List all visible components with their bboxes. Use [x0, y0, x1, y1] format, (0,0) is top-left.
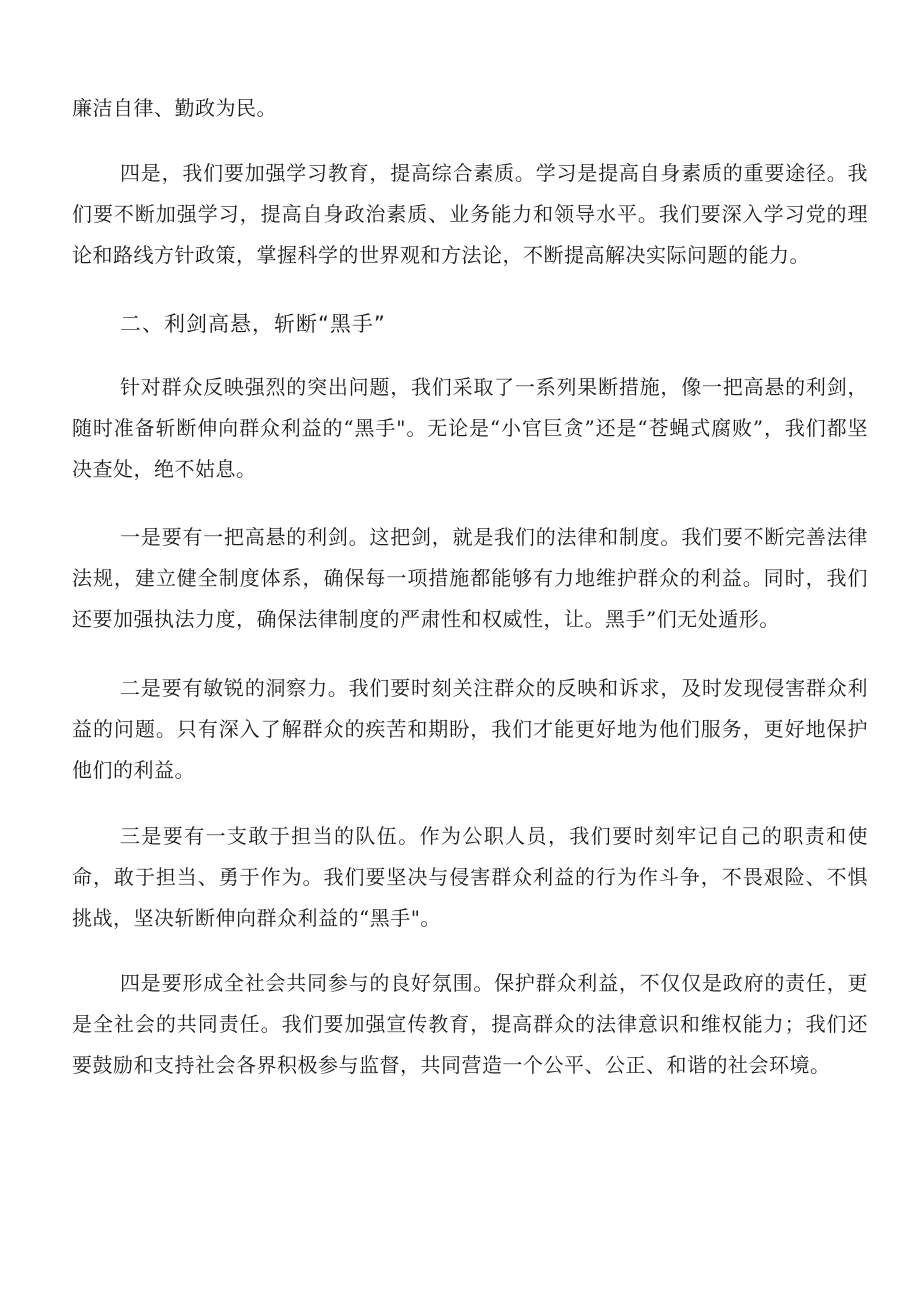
paragraph-study-education: 四是，我们要加强学习教育，提高综合素质。学习是提高自身素质的重要途径。我们要不断加强学习，提高自身政治素质、业务能力和领导水平。我们要深入学习党的理论和路线方针政策，掌握科学的世界观和方法论，不断提高解决实际问题的能力。	[72, 161, 868, 267]
paragraph-continuation: 廉洁自律、勤政为民。	[72, 96, 277, 120]
section-heading: 二、利剑高悬，斩断“黑手”	[120, 312, 386, 336]
paragraph-sword: 一是要有一把高悬的利剑。这把剑，就是我们的法律和制度。我们要不断完善法律法规，建立健全制度体系，确保每一项措施都能够有力地维护群众的利益。同时，我们还要加强执法力度，确保法律制度的严肃性和权威性，让。黑手”们无处遁形。	[72, 525, 868, 631]
paragraph-intro-measures: 针对群众反映强烈的突出问题，我们采取了一系列果断措施，像一把高悬的利剑，随时准备斩断伸向群众利益的“黑手"。无论是“小官巨贪”还是“苍蝇式腐败”，我们都坚决查处，绝不姑息。	[72, 375, 868, 481]
paragraph-insight: 二是要有敏锐的洞察力。我们要时刻关注群众的反映和诉求，及时发现侵害群众利益的问题。只有深入了解群众的疾苦和期盼，我们才能更好地为他们服务，更好地保护他们的利益。	[72, 676, 868, 782]
paragraph-society: 四是要形成全社会共同参与的良好氛围。保护群众利益，不仅仅是政府的责任，更是全社会的共同责任。我们要加强宣传教育，提高群众的法律意识和维权能力；我们还要鼓励和支持社会各界积极参与监督，共同营造一个公平、公正、和谐的社会环境。	[72, 971, 868, 1077]
paragraph-team: 三是要有一支敢于担当的队伍。作为公职人员，我们要时刻牢记自己的职责和使命，敢于担当、勇于作为。我们要坚决与侵害群众利益的行为作斗争，不畏艰险、不惧挑战，坚决斩断伸向群众利益的“黑手"。	[72, 824, 868, 930]
